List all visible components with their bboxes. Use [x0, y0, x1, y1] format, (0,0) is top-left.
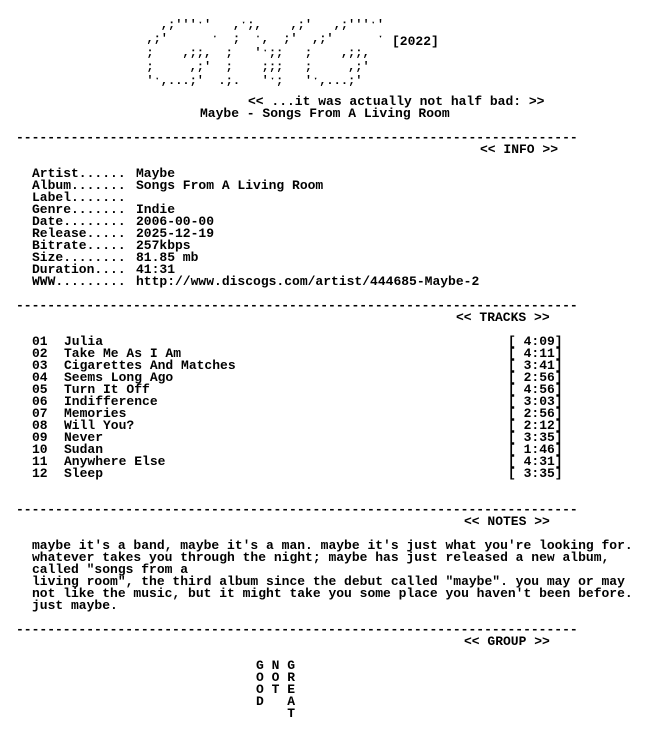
notes-line: whatever takes you through the night; maybe has just released a new album,: [32, 550, 610, 565]
track-row: 04 Seems Long Ago [ 2:56]: [32, 370, 563, 385]
info-row: Genre....... Indie: [32, 202, 176, 217]
info-row: Artist...... Maybe: [32, 166, 176, 181]
group-art-line: O T E: [256, 682, 296, 697]
info-row: Release..... 2025-12-19: [32, 226, 215, 241]
info-row: Duration.... 41:31: [32, 262, 176, 277]
group-art-line: G N G: [256, 658, 296, 673]
info-row: WWW......... http://www.discogs.com/artist/444685-Maybe-2: [32, 274, 480, 289]
track-row: 09 Never [ 3:35]: [32, 430, 563, 445]
track-row: 12 Sleep [ 3:35]: [32, 466, 563, 481]
group-art-line: O O R: [256, 670, 296, 685]
divider: ------------------------------------------------------------------------: [16, 624, 578, 636]
track-row: 02 Take Me As I Am [ 4:11]: [32, 346, 563, 361]
info-row: Label.......: [32, 190, 126, 205]
track-row: 06 Indifference [ 3:03]: [32, 394, 563, 409]
notes-line: just maybe.: [32, 598, 118, 613]
section-header-group: << GROUP >>: [464, 634, 550, 649]
notes-line: living room", the third album since the debut called "maybe". you may or may: [32, 574, 625, 589]
track-row: 03 Cigarettes And Matches [ 3:41]: [32, 358, 563, 373]
track-row: 05 Turn It Off [ 4:56]: [32, 382, 563, 397]
info-row: Bitrate..... 257kbps: [32, 238, 191, 253]
track-row: 01 Julia [ 4:09]: [32, 334, 563, 349]
divider: ------------------------------------------------------------------------: [16, 504, 578, 516]
track-list: [32, 336, 572, 480]
group-art: [256, 660, 295, 720]
info-row: Date........ 2006-00-00: [32, 214, 215, 229]
notes-line: not like the music, but it might take you some place you haven't been before.: [32, 586, 633, 601]
group-art-line: D A: [256, 694, 296, 709]
group-art-line: T: [256, 706, 296, 721]
section-header-info: << INFO >>: [480, 142, 559, 157]
track-row: 11 Anywhere Else [ 4:31]: [32, 454, 563, 469]
track-row: 07 Memories [ 2:56]: [32, 406, 563, 421]
notes-line: called "songs from a: [32, 562, 189, 577]
notes-line: maybe it's a band, maybe it's a man. maybe it's just what you're looking for.: [32, 538, 633, 553]
track-row: 08 Will You? [ 2:12]: [32, 418, 563, 433]
info-block: [32, 168, 479, 288]
section-header-tracks: << TRACKS >>: [456, 310, 550, 325]
track-row: 10 Sudan [ 1:46]: [32, 442, 563, 457]
divider: ------------------------------------------------------------------------: [16, 132, 578, 144]
info-row: Size........ 81.85 mb: [32, 250, 199, 265]
tagline: << ...it was actually not half bad: >>: [248, 94, 545, 109]
ascii-logo: ,;'''ˑ' ,ˑ;, ,;' ,;'''ˑ' ,;' ˑ ; ˑ, ;' ,;' ˑ ; ,;;, ; 'ˑ;; ; ,;;, ; ,;' ; ;;; ; ,;' 'ˑ,...;' .;. 'ˑ; 'ˑ,...;': [146, 18, 385, 88]
notes-block: [32, 540, 652, 612]
release-subtitle: Maybe - Songs From A Living Room: [200, 106, 450, 121]
release-year: [2022]: [392, 34, 439, 49]
section-header-notes: << NOTES >>: [464, 514, 550, 529]
info-row: Album....... Songs From A Living Room: [32, 178, 324, 193]
divider: ------------------------------------------------------------------------: [16, 300, 578, 312]
